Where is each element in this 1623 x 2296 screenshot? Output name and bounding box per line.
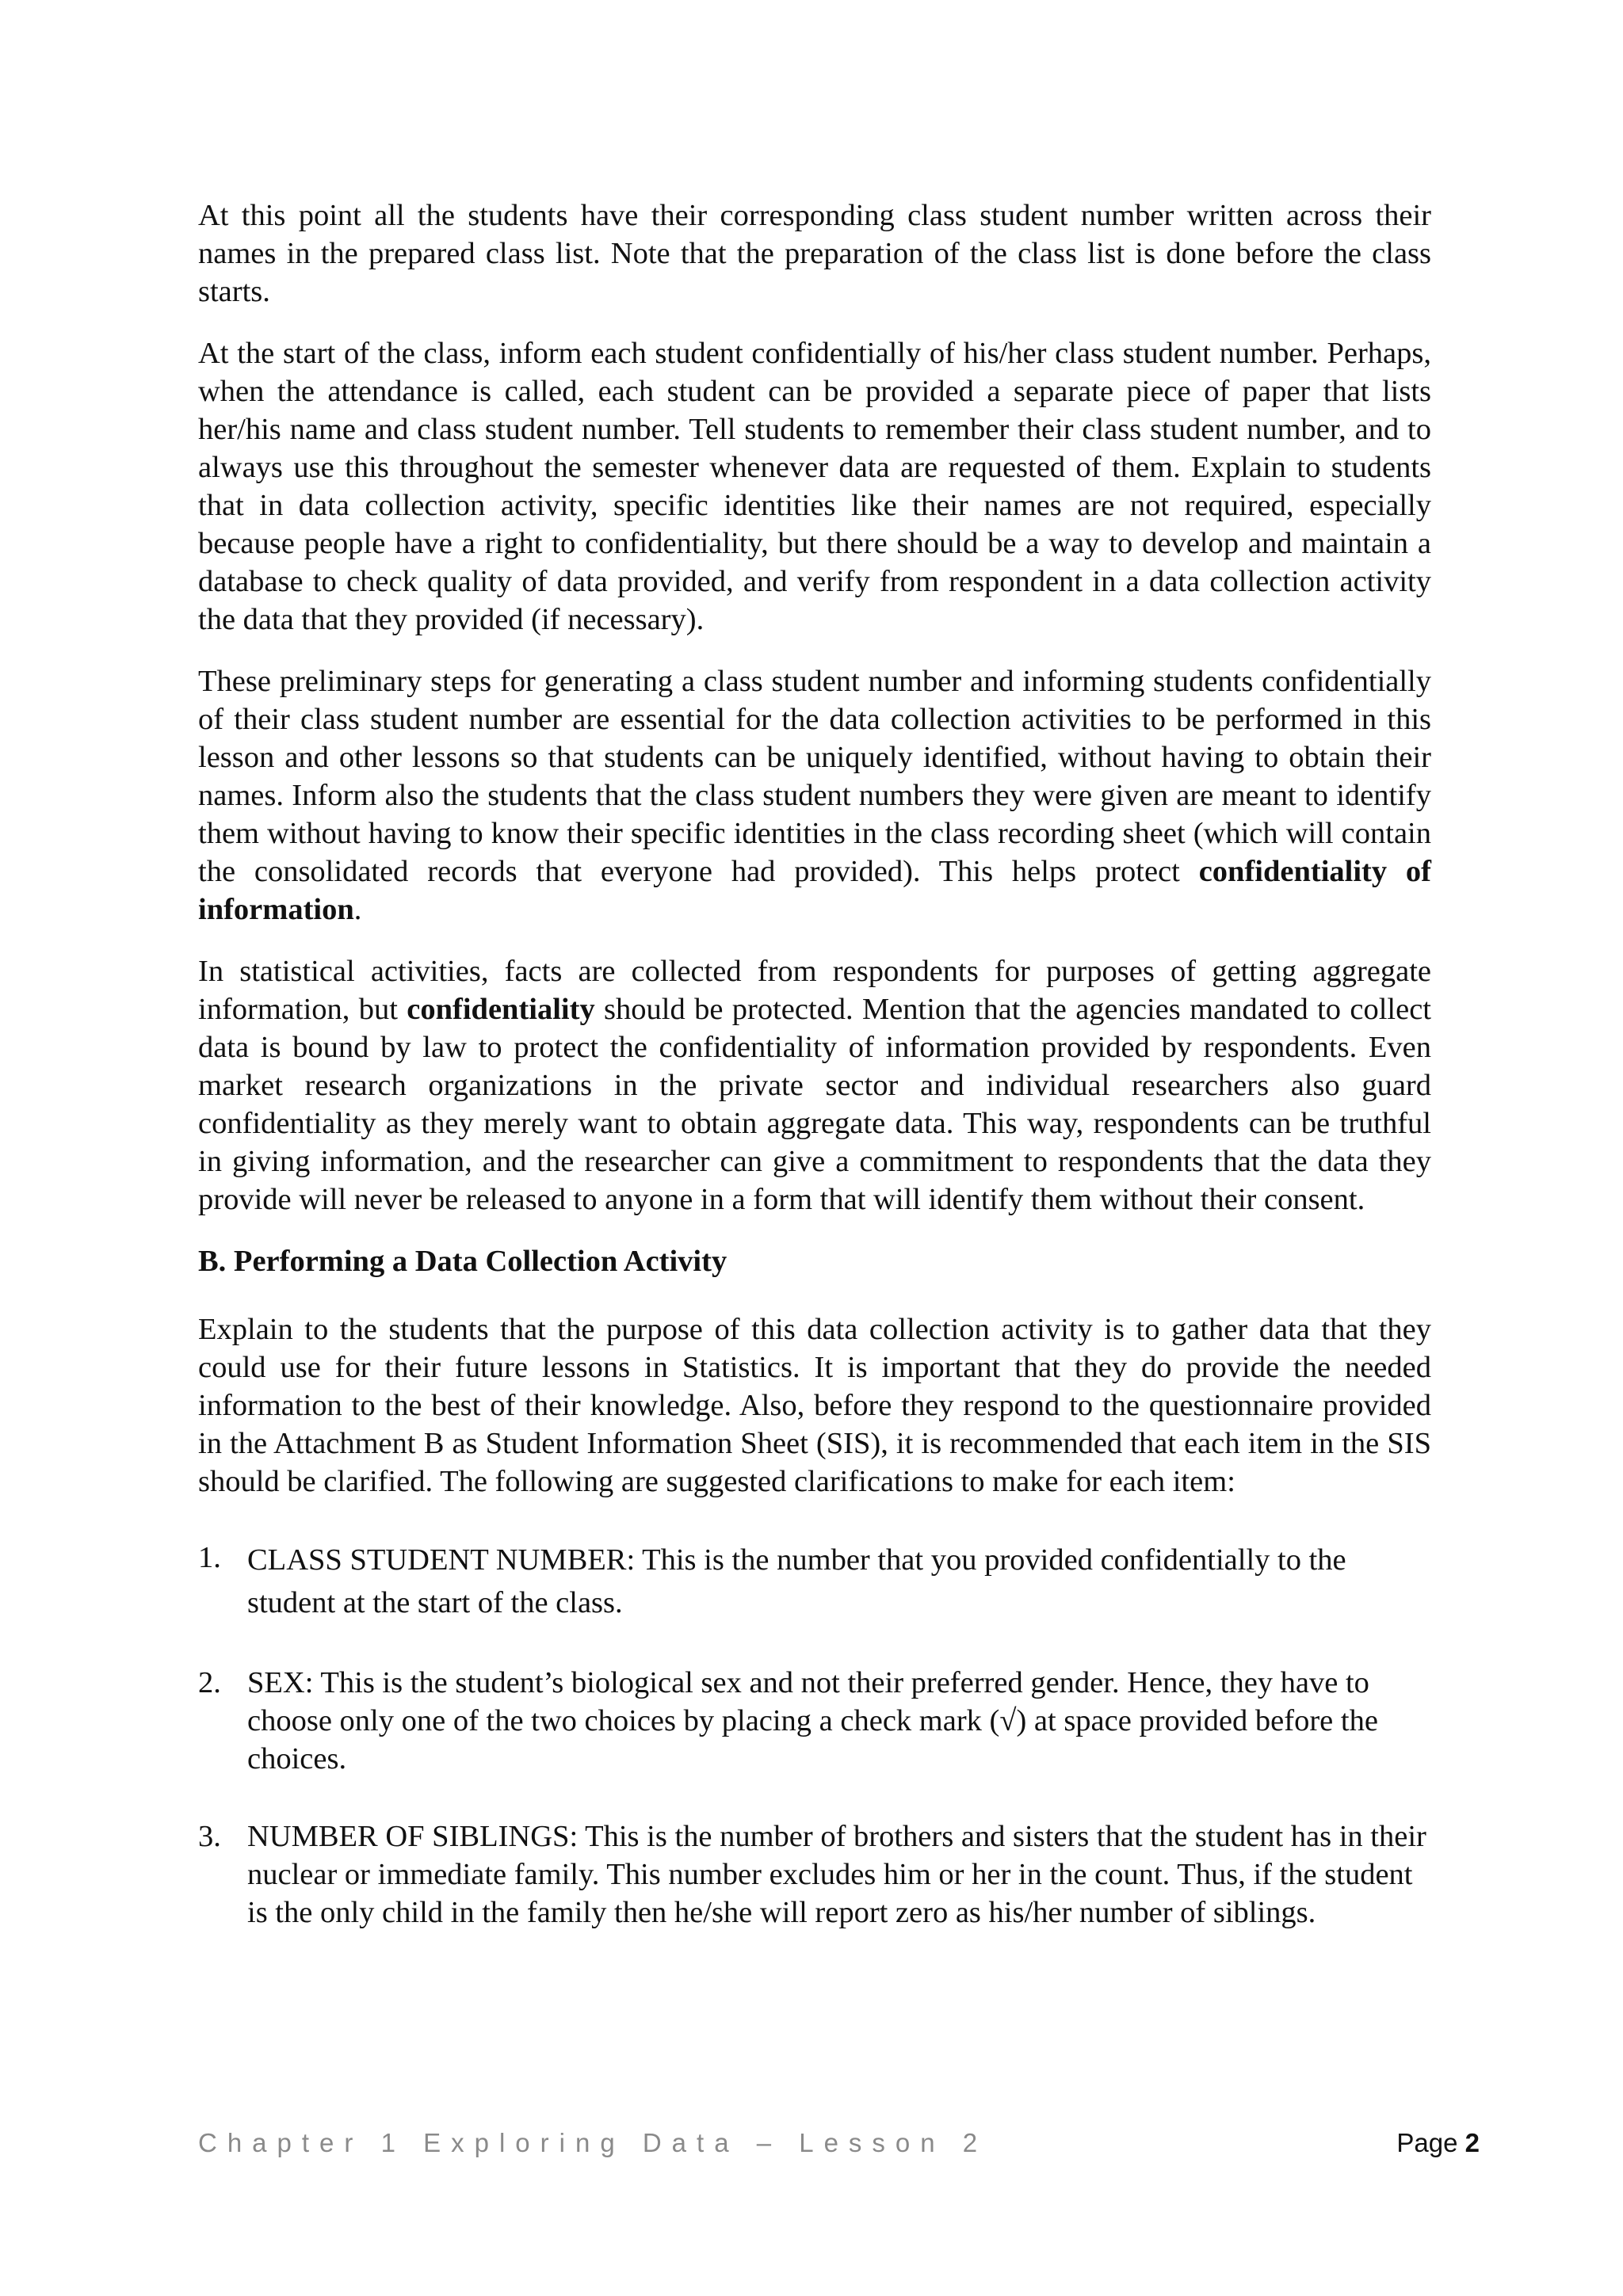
footer-page-value: 2 xyxy=(1465,2128,1480,2157)
paragraph-preliminary-steps xyxy=(198,662,1431,929)
paragraph-start-of-class: At the start of the class, inform each student confidentially of his/her class student number. Perhaps, when the attendance is called, each student can be provided a separate piece of paper that lists her/his name and class student number. Tell students to remember their class student number, and to always use this throughout the semester whenever data are requested of them. Explain to students that in data collection activity, specific identities like their names are not required, especially because people have a right to confidentiality, but there should be a way to develop and maintain a database to check quality of data provided, and verify from respondent in a data collection activity the data that they provided (if necessary). xyxy=(198,337,1431,636)
page-footer xyxy=(198,2128,1480,2168)
list-item xyxy=(198,1664,1431,1778)
paragraph-preliminary-steps-text: These preliminary steps for generating a class student number and informing students confidentially of their class student number are essential for the data collection activities to be performed in this lesson and other lessons so that students can be uniquely identified, without having to obtain their names. Inform also the students that the class student numbers they were given are meant to identify them without having to know their specific identities in the class recording sheet (which will contain the consolidated records that everyone had provided). This helps protect xyxy=(198,665,1431,888)
list-item xyxy=(198,1539,1431,1624)
clarifications-list xyxy=(198,1539,1431,1932)
bold-confidentiality-of-information: confidentiality of information xyxy=(198,855,1431,926)
list-item-number: 3. xyxy=(198,1820,221,1853)
list-item-number: 2. xyxy=(198,1666,221,1699)
paragraph-data-collection-purpose: Explain to the students that the purpose of this data collection activity is to gather data that they could use for their future lessons in Statistics. It is important that they do provide the needed information to the best of their knowledge. Also, before they respond to the questionnaire provided in the Attachment B as Student Information Sheet (SIS), it is recommended that each item in the SIS should be clarified. The following are suggested clarifications to make for each item: xyxy=(198,1313,1431,1498)
footer-page-number xyxy=(1396,2128,1480,2158)
list-item xyxy=(198,1817,1431,1932)
paragraph-statistical-activities-text: In statistical activities, facts are collected from respondents for purposes of getting aggregate information, but xyxy=(198,955,1431,1026)
footer-chapter-title: Chapter 1 Exploring Data – Lesson 2 xyxy=(198,2128,988,2157)
list-item-text: CLASS STUDENT NUMBER: This is the number that you provided confidentially to the student at the start of the class. xyxy=(247,1543,1346,1619)
paragraph-statistical-activities-rest: should be protected. Mention that the agencies mandated to collect data is bound by law to protect the confidentiality of information provided by respondents. Even market research organizations in the private sector and individual researchers also guard confidentiality as they merely want to obtain aggregate data. This way, respondents can be truthful in giving information, and the researcher can give a commitment to respondents that the data they provide will never be released to anyone in a form that will identify them without their consent. xyxy=(198,993,1431,1216)
paragraph-statistical-activities xyxy=(198,952,1431,1219)
page-body xyxy=(198,196,1431,1971)
footer-page-label: Page xyxy=(1396,2128,1465,2157)
list-item-number: 1. xyxy=(198,1541,221,1574)
section-heading-b: B. Performing a Data Collection Activity xyxy=(198,1245,727,1278)
list-item-text: SEX: This is the student’s biological sex and not their preferred gender. Hence, they have to choose only one of the two choices by placing a check mark (√) at space provided before the choices. xyxy=(247,1666,1378,1775)
list-item-text: NUMBER OF SIBLINGS: This is the number of brothers and sisters that the student has in their nuclear or immediate family. This number excludes him or her in the count. Thus, if the student is the only child in the family then he/she will report zero as his/her number of siblings. xyxy=(247,1820,1426,1929)
paragraph-preliminary-steps-end: . xyxy=(353,893,362,926)
paragraph-class-list: At this point all the students have their corresponding class student number written across their names in the prepared class list. Note that the preparation of the class list is done before the class starts. xyxy=(198,199,1431,308)
bold-confidentiality: confidentiality xyxy=(407,993,595,1026)
